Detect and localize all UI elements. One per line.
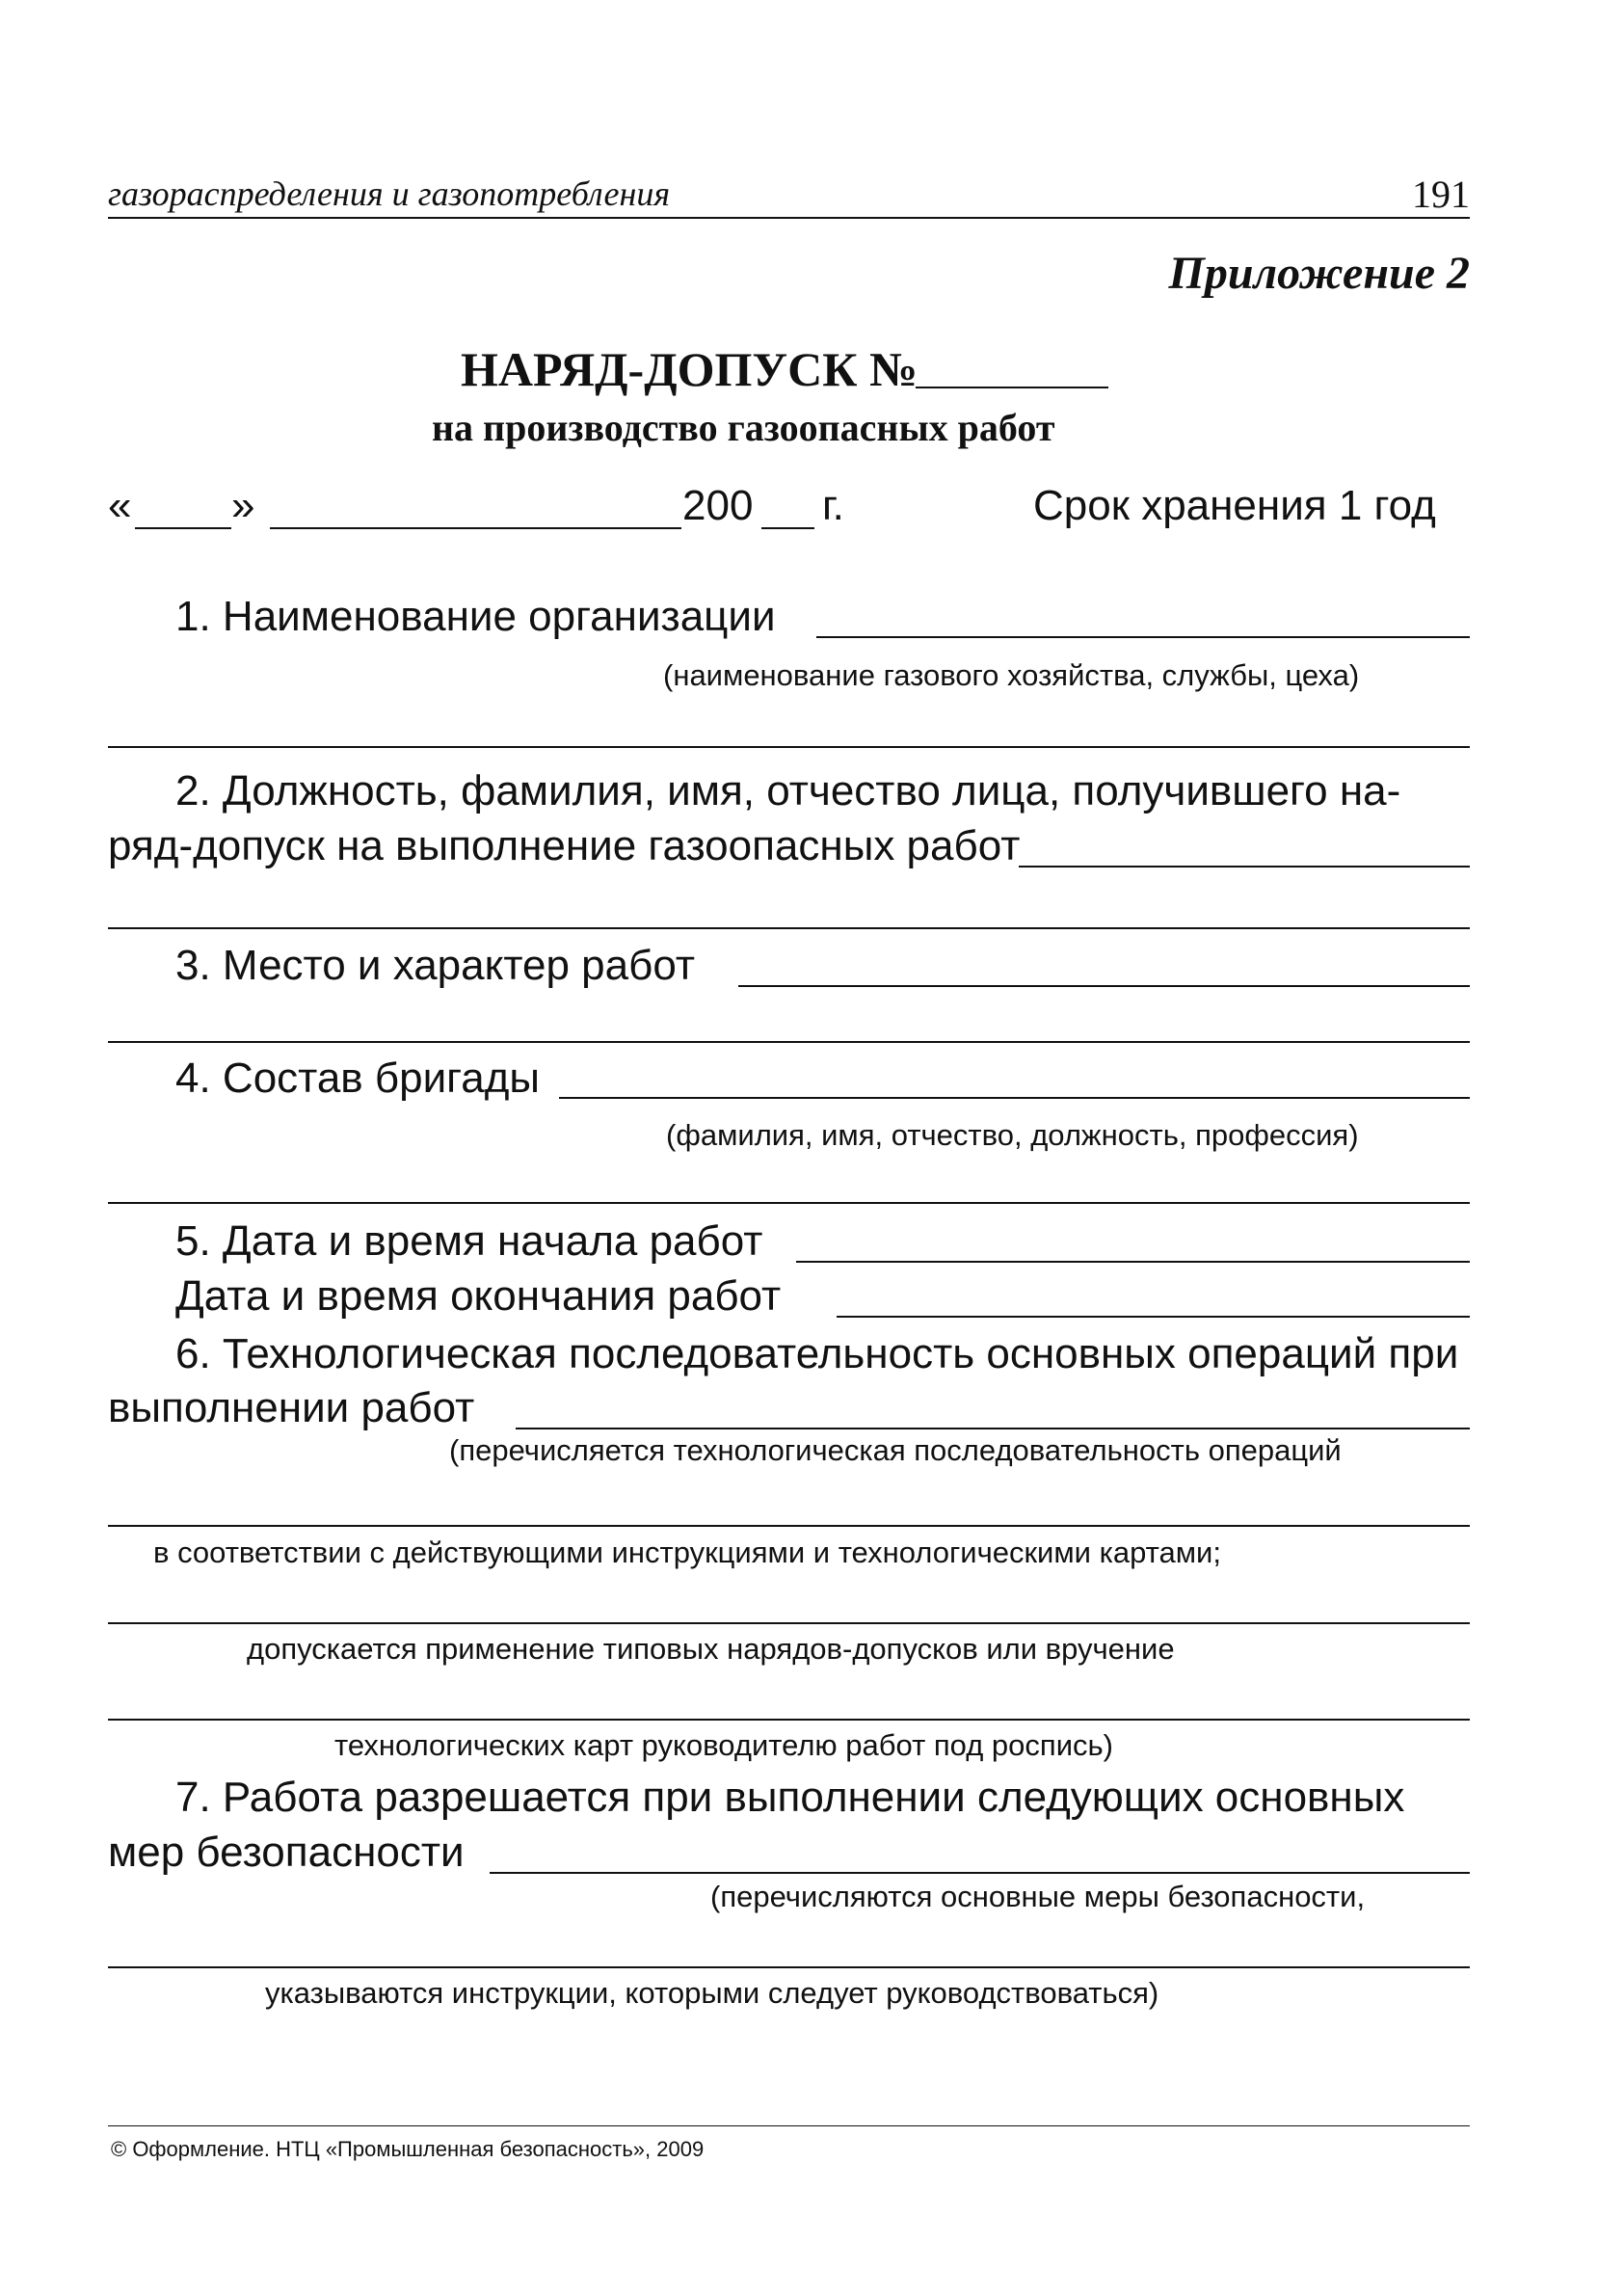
item3-extra-blank[interactable]	[108, 1041, 1470, 1043]
retention-period: Срок хранения 1 год	[1033, 482, 1436, 529]
form-title: НАРЯД-ДОПУСК №	[461, 342, 918, 396]
item7-line1: 7. Работа разрешается при выполнении следующих основных	[175, 1774, 1405, 1821]
item2-line1: 2. Должность, фамилия, имя, отчество лица, получившего на-	[175, 767, 1401, 815]
item1-blank[interactable]	[816, 636, 1470, 638]
running-title: газораспределения и газопотребления	[108, 174, 671, 213]
item1-extra-blank[interactable]	[108, 746, 1470, 748]
item4-hint: (фамилия, имя, отчество, должность, профессия)	[666, 1118, 1359, 1152]
item6-blank[interactable]	[516, 1428, 1470, 1429]
item2-line2: ряд-допуск на выполнение газоопасных работ	[108, 822, 1021, 869]
item6-line2: выполнении работ	[108, 1384, 475, 1431]
item4-extra-blank[interactable]	[108, 1202, 1470, 1204]
header-divider	[108, 217, 1470, 219]
year-suffix: г.	[822, 482, 844, 529]
item5-end-blank[interactable]	[837, 1316, 1470, 1318]
item5-end-label: Дата и время окончания работ	[175, 1272, 782, 1320]
date-open-quote: «	[108, 482, 132, 529]
date-close-quote: »	[231, 482, 255, 529]
item7-hint-line2: указываются инструкции, которыми следует руководствоваться)	[265, 1976, 1159, 2010]
item5-start-blank[interactable]	[796, 1261, 1470, 1263]
item7-hint-line1: (перечисляются основные меры безопасности,	[710, 1880, 1366, 1913]
item6-hint-line2: в соответствии с действующими инструкциями и технологическими картами;	[153, 1536, 1221, 1569]
item7-blank[interactable]	[490, 1872, 1470, 1874]
item3-blank[interactable]	[738, 985, 1470, 987]
item6-line1: 6. Технологическая последовательность основных операций при	[175, 1330, 1459, 1377]
year-prefix: 200	[682, 482, 754, 529]
item6-hint-line1: (перечисляется технологическая последовательность операций	[449, 1433, 1342, 1467]
item7-extra-blank[interactable]	[108, 1966, 1470, 1968]
year-blank[interactable]	[761, 527, 814, 529]
footer-copyright: © Оформление. НТЦ «Промышленная безопасность», 2009	[111, 2137, 705, 2161]
item1-label: 1. Наименование организации	[175, 593, 776, 640]
item6-hint-line4: технологических карт руководителю работ под роспись)	[334, 1728, 1113, 1762]
page-number: 191	[1412, 173, 1470, 216]
item5-start-label: 5. Дата и время начала работ	[175, 1217, 763, 1265]
item7-line2: мер безопасности	[108, 1829, 465, 1876]
item6-extra-blank-2[interactable]	[108, 1622, 1470, 1624]
item6-extra-blank-3[interactable]	[108, 1719, 1470, 1721]
footer-divider	[108, 2125, 1470, 2126]
day-blank[interactable]	[135, 527, 231, 529]
form-subtitle: на производство газоопасных работ	[432, 406, 1055, 449]
month-blank[interactable]	[270, 527, 681, 529]
item6-hint-line3: допускается применение типовых нарядов-допусков или вручение	[247, 1632, 1175, 1666]
item4-label: 4. Состав бригады	[175, 1055, 540, 1102]
appendix-label: Приложение 2	[1168, 248, 1470, 299]
item4-blank[interactable]	[559, 1097, 1470, 1099]
item1-hint: (наименование газового хозяйства, службы, цеха)	[663, 658, 1360, 692]
item2-blank[interactable]	[1019, 866, 1470, 868]
item2-extra-blank[interactable]	[108, 927, 1470, 929]
item3-label: 3. Место и характер работ	[175, 942, 695, 989]
form-number-blank[interactable]	[916, 387, 1108, 388]
item6-extra-blank-1[interactable]	[108, 1525, 1470, 1527]
